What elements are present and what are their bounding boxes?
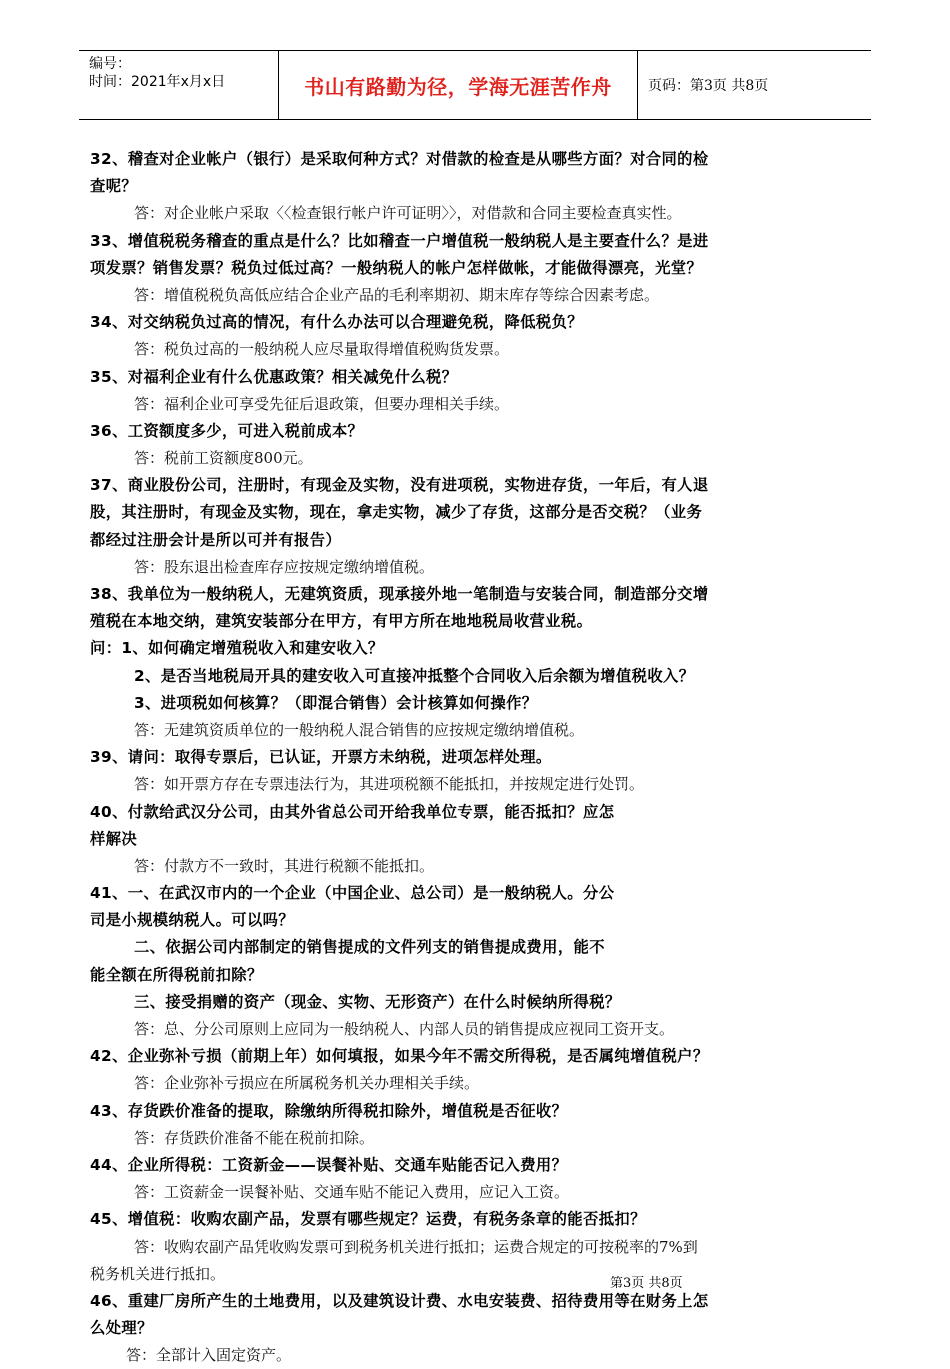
question-line: 能全额在所得税前扣除？ bbox=[90, 965, 263, 984]
answer-line: 答：增值税税负高低应结合企业产品的毛利率期初、期末库存等综合因素考虑。 bbox=[134, 285, 660, 304]
question-line: 33、增值税税务稽查的重点是什么？比如稽查一户增值税一般纳税人是主要查什么？是进 bbox=[90, 231, 709, 250]
question-line: 都经过注册会计是所以可并有报告） bbox=[90, 530, 342, 549]
question-line: 38、我单位为一般纳税人，无建筑资质，现承接外地一笔制造与安装合同，制造部分交增 bbox=[90, 585, 709, 603]
question-line: 殖税在本地交纳，建筑安装部分在甲方，有甲方所在地地税局收营业税。 bbox=[90, 612, 593, 631]
header-motto: 书山有路勤为径，学海无涯苦作舟 bbox=[279, 51, 638, 119]
answer-line: 答：工资薪金一误餐补贴、交通车贴不能记入费用，应记入工资。 bbox=[134, 1183, 570, 1202]
answer-line: 答：企业弥补亏损应在所属税务机关办理相关手续。 bbox=[134, 1074, 480, 1093]
question-line: 2、是否当地税局开具的建安收入可直接冲抵整个合同收入后余额为增值税收入？ bbox=[134, 666, 695, 685]
question-line: 43、存货跌价准备的提取，除缴纳所得税扣除外，增值税是否征收？ bbox=[90, 1101, 568, 1120]
answer-line: 答：福利企业可享受先征后退政策，但要办理相关手续。 bbox=[134, 394, 510, 413]
answer-line: 答：总、分公司原则上应同为一般纳税人、内部人员的销售提成应视同工资开支。 bbox=[134, 1020, 675, 1038]
header-meta bbox=[79, 51, 279, 119]
answer-line: 答：股东退出检查库存应按规定缴纳增值税。 bbox=[134, 557, 435, 576]
answer-line: 答：存货跌价准备不能在税前扣除。 bbox=[134, 1128, 375, 1147]
question-line: 34、对交纳税负过高的情况，有什么办法可以合理避免税，降低税负？ bbox=[90, 313, 583, 332]
question-line: 35、对福利企业有什么优惠政策？相关减免什么税？ bbox=[90, 367, 458, 386]
question-line: 45、增值税：收购农副产品，发票有哪些规定？运费，有税务条章的能否抵扣？ bbox=[90, 1210, 646, 1229]
question-line: 42、企业弥补亏损（前期上年）如何填报，如果今年不需交所得税，是否属纯增值税户？ bbox=[90, 1047, 709, 1066]
question-line: 40、付款给武汉分公司，由其外省总公司开给我单位专票，能否抵扣？应怎 bbox=[90, 802, 615, 821]
answer-line: 答：无建筑资质单位的一般纳税人混合销售的应按规定缴纳增值税。 bbox=[134, 720, 585, 739]
question-line: 39、请问：取得专票后，已认证，开票方未纳税，进项怎样处理。 bbox=[90, 748, 552, 767]
answer-line: 税务机关进行抵扣。 bbox=[90, 1264, 226, 1283]
question-line: 三、接受捐赠的资产（现金、实物、无形资产）在什么时候纳所得税？ bbox=[134, 992, 621, 1011]
question-line: 44、企业所得税：工资新金——误餐补贴、交通车贴能否记入费用？ bbox=[90, 1155, 568, 1174]
answer-line: 答：如开票方存在专票违法行为，其进项税额不能抵扣，并按规定进行处罚。 bbox=[134, 775, 645, 794]
answer-line: 答：税负过高的一般纳税人应尽量取得增值税购货发票。 bbox=[134, 340, 510, 359]
page-footer: 第3页 共8页 bbox=[610, 1276, 683, 1291]
document-time-label: 时间：2021年x月x日 bbox=[89, 74, 226, 90]
page-header bbox=[79, 50, 871, 120]
answer-line: 答：收购农副产品凭收购发票可到税务机关进行抵扣；运费合规定的可按税率的7%到 bbox=[134, 1237, 698, 1256]
document-number-label: 编号： bbox=[89, 56, 131, 72]
question-line: 32、稽查对企业帐户（银行）是采取何种方式？对借款的检查是从哪些方面？对合同的检 bbox=[90, 150, 709, 168]
question-line: 46、重建厂房所产生的土地费用，以及建筑设计费、水电安装费、招待费用等在财务上怎 bbox=[90, 1291, 709, 1310]
question-line: 查呢？ bbox=[90, 177, 138, 196]
question-line: 3、进项税如何核算？（即混合销售）会计核算如何操作？ bbox=[134, 693, 538, 712]
answer-line: 答：对企业帐户采取〈〈检查银行帐户许可证明〉〉，对借款和合同主要检查真实性。 bbox=[134, 204, 682, 223]
answer-line: 答：税前工资额度800元。 bbox=[134, 449, 313, 468]
answer-line: 答：付款方不一致时，其进行税额不能抵扣。 bbox=[134, 856, 435, 875]
header-page-number: 页码：第3页 共8页 bbox=[648, 78, 769, 94]
question-line: 么处理？ bbox=[90, 1319, 153, 1338]
question-line: 司是小规模纳税人。可以吗？ bbox=[90, 911, 295, 930]
answer-line: 答：全部计入固定资产。 bbox=[126, 1346, 292, 1365]
question-line: 项发票？销售发票？税负过低过高？一般纳税人的帐户怎样做帐，才能做得漂亮，光堂？ bbox=[90, 258, 703, 277]
question-line: 问：1、如何确定增殖税收入和建安收入？ bbox=[90, 639, 384, 658]
question-line: 二、依据公司内部制定的销售提成的文件列支的销售提成费用，能不 bbox=[134, 938, 605, 957]
question-line: 37、商业股份公司，注册时，有现金及实物，没有进项税，实物进存货，一年后，有人退 bbox=[90, 476, 709, 495]
question-line: 样解决 bbox=[90, 829, 138, 848]
question-line: 股，其注册时，有现金及实物，现在，拿走实物，减少了存货，这部分是否交税？（业务 bbox=[90, 503, 703, 522]
qa-content bbox=[90, 146, 870, 1369]
question-line: 36、工资额度多少，可进入税前成本？ bbox=[90, 421, 364, 440]
question-line: 41、一、在武汉市内的一个企业（中国企业、总公司）是一般纳税人。分公 bbox=[90, 884, 615, 903]
